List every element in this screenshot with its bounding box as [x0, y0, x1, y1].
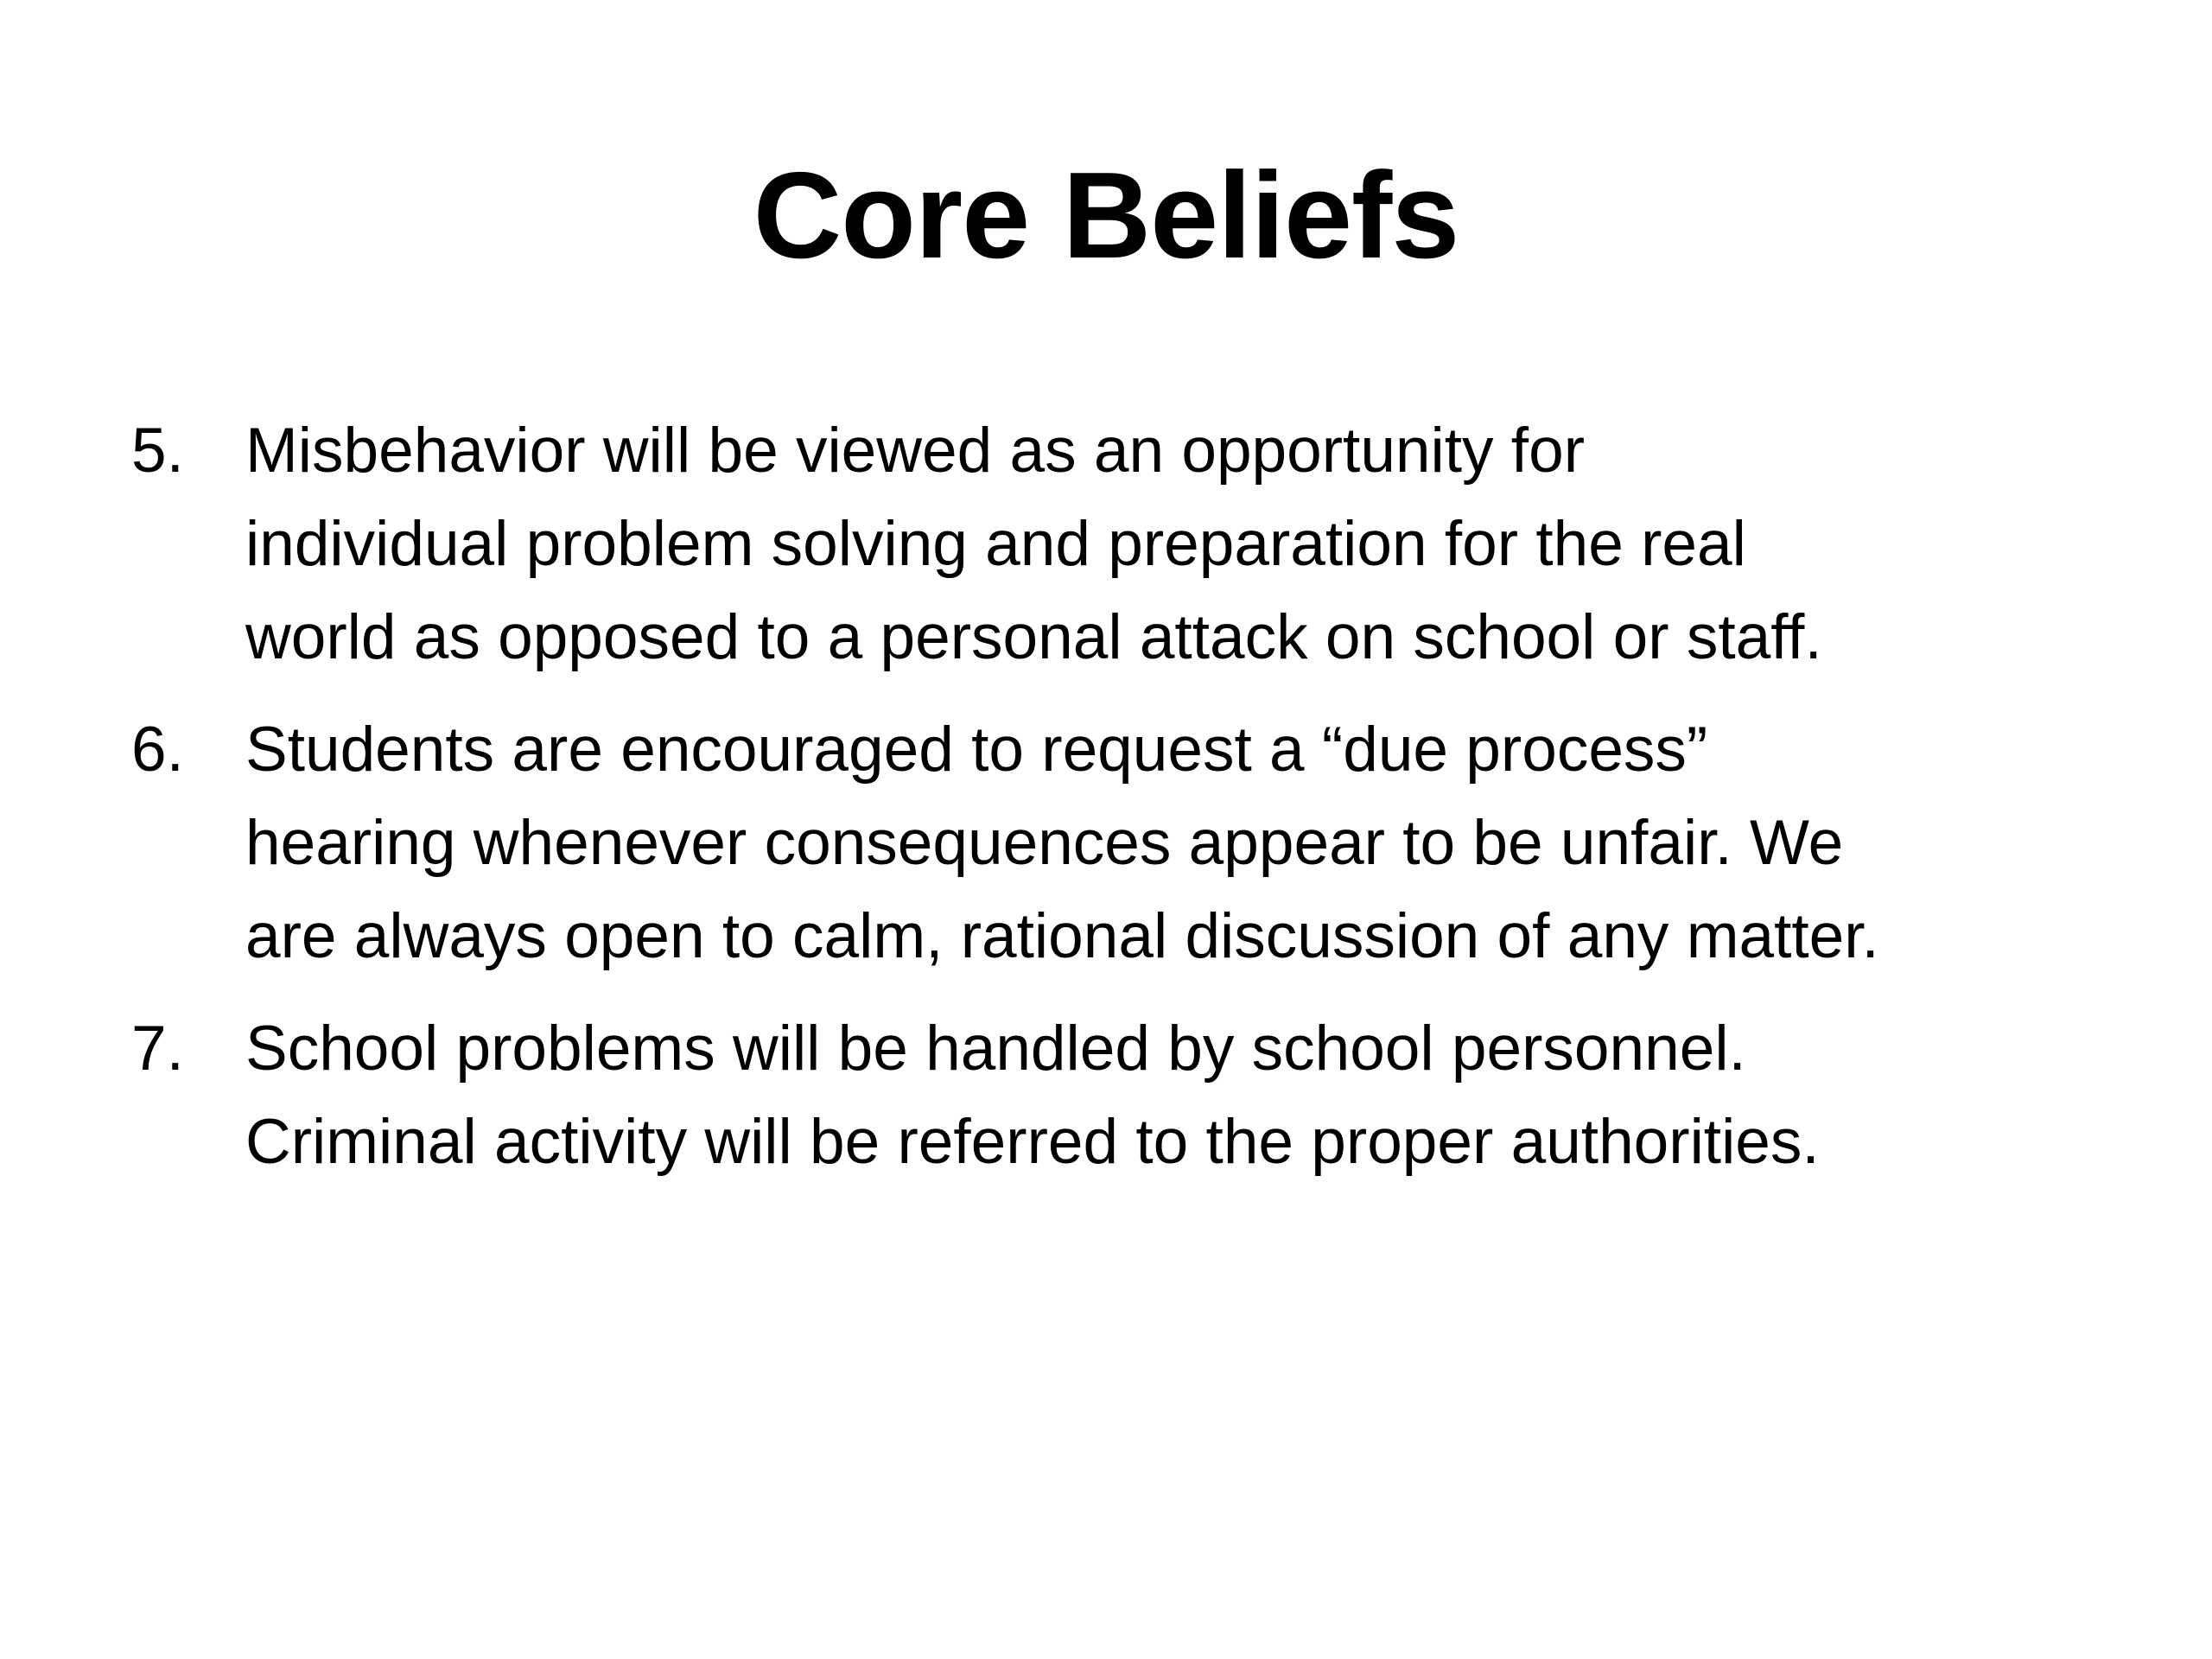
core-beliefs-list — [131, 404, 2110, 1208]
list-item — [131, 404, 2110, 684]
slide-title: Core Beliefs — [753, 147, 1459, 284]
list-item — [131, 1002, 2110, 1189]
item-number: 6. — [131, 715, 184, 785]
item-text: Students are encouraged to request a “due process” hearing whenever consequences appear to be unfair. We are always open to calm, rational discussion of any matter. — [245, 715, 1879, 971]
item-number: 7. — [131, 1014, 184, 1084]
list-item — [131, 703, 2110, 983]
item-text: Misbehavior will be viewed as an opportunity for individual problem solving and preparation for the real world as opposed to a personal attack on school or staff. — [245, 416, 1822, 672]
item-text: School problems will be handled by school personnel. Criminal activity will be referred to the proper authorities. — [245, 1014, 1820, 1177]
item-number: 5. — [131, 416, 184, 486]
